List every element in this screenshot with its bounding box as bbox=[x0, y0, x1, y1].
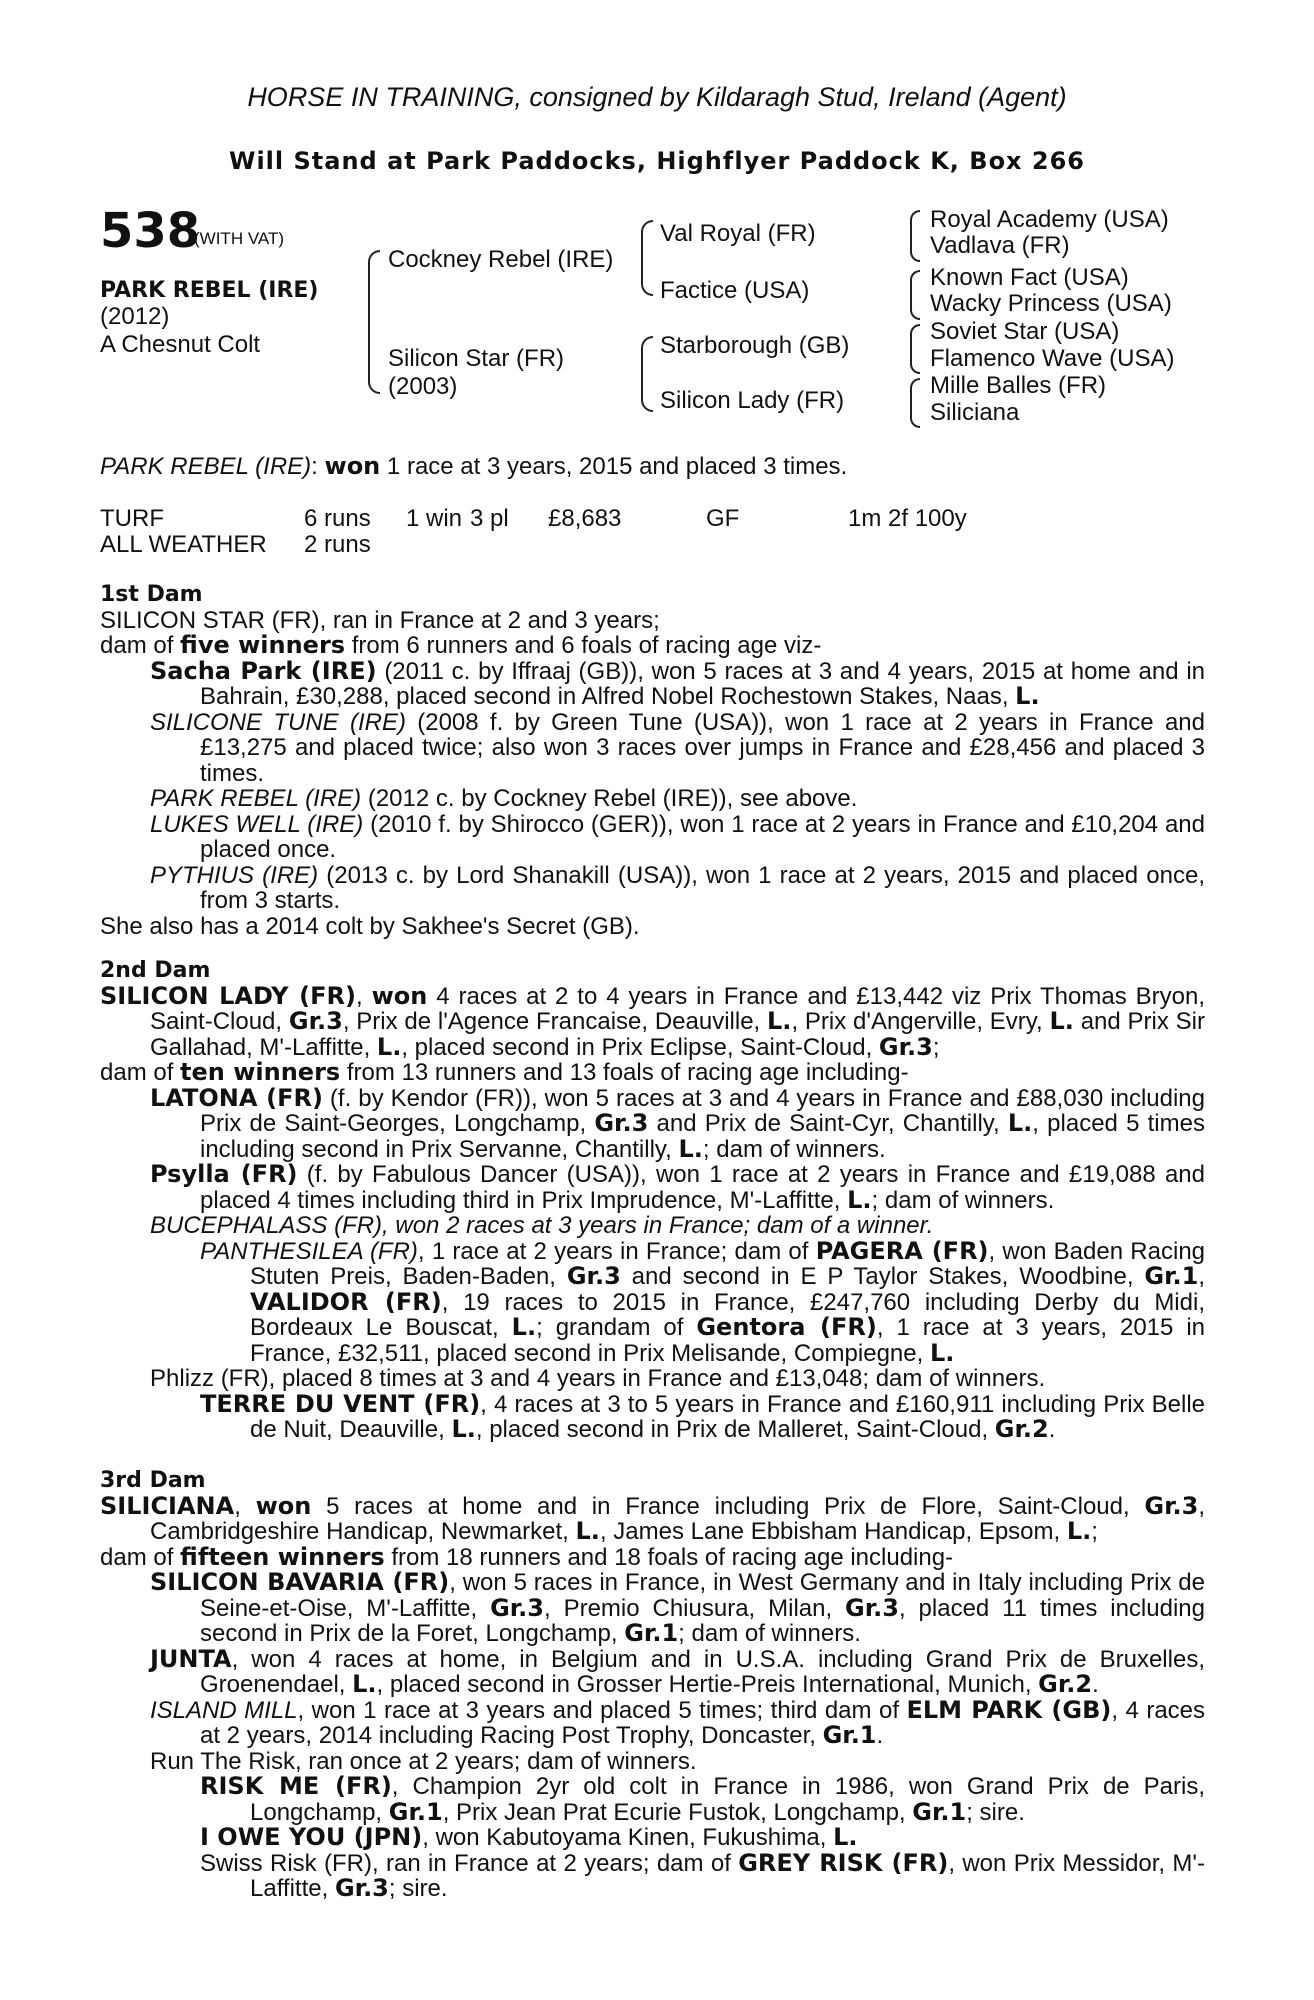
third-dam-heading: 3rd Dam bbox=[100, 1468, 206, 1493]
dam-sire: Starborough (GB) bbox=[660, 332, 850, 359]
produce-entry: ISLAND MILL, won 1 race at 3 years and placed 5 times; third dam of ELM PARK (GB), 4 races at 2 years, 2014 including Racing Post Trophy, Doncaster, Gr.1. bbox=[150, 1695, 1206, 1749]
page-title: HORSE IN TRAINING, consigned by Kildaragh Stud, Ireland (Agent) bbox=[247, 82, 1067, 112]
second-dam-section bbox=[100, 958, 1205, 1443]
gen3-4: Wacky Princess (USA) bbox=[930, 290, 1172, 317]
turf-prize-money: £8,683 bbox=[548, 505, 622, 532]
produce-entry: Sacha Park (IRE) (2011 c. by Iffraaj (GB)), won 5 races at 3 and 4 years, 2015 at home and in Bahrain, £30,288, placed second in Alfred Nobel Rochestown Stakes, Naas, L. bbox=[150, 656, 1205, 710]
produce-entry: TERRE DU VENT (FR), 4 races at 3 to 5 years in France and £160,911 including Prix Belle de Nuit, Deauville, L., placed second in Prix de Malleret, Saint-Cloud, Gr.2. bbox=[200, 1389, 1206, 1443]
pedigree-brace bbox=[368, 250, 380, 394]
horse-name: PARK REBEL (IRE) bbox=[100, 278, 319, 303]
turf-runs: 6 runs bbox=[304, 505, 371, 532]
pedigree-brace bbox=[910, 378, 920, 428]
vat-note: (WITH VAT) bbox=[194, 229, 285, 248]
pedigree-brace bbox=[641, 336, 653, 412]
turf-going: GF bbox=[706, 505, 740, 532]
third-dam-section bbox=[100, 1468, 1205, 1902]
gen3-1: Royal Academy (USA) bbox=[930, 206, 1169, 233]
summary-horse: PARK REBEL (IRE) bbox=[100, 453, 312, 480]
third-dam-record: SILICIANA, won 5 races at home and in France including Prix de Flore, Saint-Cloud, Gr.3, Cambridgeshire Handicap, Newmarket, L., James Lane Ebbisham Handicap, Epsom, L.; bbox=[100, 1491, 1205, 1545]
sire-dam: Factice (USA) bbox=[660, 277, 810, 304]
produce-entry: Phlizz (FR), placed 8 times at 3 and 4 years in France and £13,048; dam of winners. bbox=[150, 1365, 1046, 1392]
summary-won: won bbox=[324, 452, 381, 480]
turf-label: TURF bbox=[100, 505, 164, 532]
second-dam-produce-line: dam of ten winners from 13 runners and 13 foals of racing age including- bbox=[100, 1058, 909, 1086]
sire-sire: Val Royal (FR) bbox=[660, 220, 816, 247]
second-dam-record: SILICON LADY (FR), won 4 races at 2 to 4 years in France and £13,442 viz Prix Thomas Bryon, Saint-Cloud, Gr.3, Prix de l'Agence Francaise, Deauville, L., Prix d'Angerville, Evry, L. and Prix Sir Gallahad, M'-Laffitte, L., placed second in Prix Eclipse, Saint-Cloud, Gr.3; bbox=[100, 981, 1205, 1061]
gen3-2: Vadlava (FR) bbox=[930, 232, 1070, 259]
gen3-3: Known Fact (USA) bbox=[930, 264, 1129, 291]
produce-entry: RISK ME (FR), Champion 2yr old colt in France in 1986, won Grand Prix de Paris, Longchamp, Gr.1, Prix Jean Prat Ecurie Fustok, Longchamp, Gr.1; sire. bbox=[200, 1772, 1205, 1826]
pedigree-brace bbox=[910, 210, 920, 262]
produce-entry: Swiss Risk (FR), ran in France at 2 years; dam of GREY RISK (FR), won Prix Messidor, M'-Laffitte, Gr.3; sire. bbox=[200, 1848, 1206, 1902]
horse-year: (2012) bbox=[100, 303, 170, 330]
first-dam-produce-line: dam of five winners from 6 runners and 6 foals of racing age viz- bbox=[100, 631, 822, 659]
produce-entry: JUNTA, won 4 races at home, in Belgium and in U.S.A. including Grand Prix de Bruxelles, Groenendael, L., placed second in Grosser Hertie-Preis International, Munich, Gr.2. bbox=[150, 1644, 1205, 1698]
summary-rest: 1 race at 3 years, 2015 and placed 3 times. bbox=[380, 453, 848, 480]
race-summary: PARK REBEL (IRE): won 1 race at 3 years, 2015 and placed 3 times. bbox=[100, 452, 848, 480]
stand-location: Will Stand at Park Paddocks, Highflyer Paddock K, Box 266 bbox=[228, 147, 1085, 175]
horse-description: A Chesnut Colt bbox=[100, 331, 261, 358]
first-dam-line: SILICON STAR (FR), ran in France at 2 and 3 years; bbox=[100, 606, 660, 634]
produce-entry: PANTHESILEA (FR), 1 race at 2 years in France; dam of PAGERA (FR), won Baden Racing Stuten Preis, Baden-Baden, Gr.3 and second in E P Taylor Stakes, Woodbine, Gr.1, VALIDOR (FR), 19 races to 2015 in France, £247,760 including Derby du Midi, Bordeaux Le Bouscat, L.; grandam of Gentora (FR), 1 race at 3 years, 2015 in France, £32,511, placed second in Prix Melisande, Compiegne, L. bbox=[200, 1236, 1206, 1367]
first-dam-heading: 1st Dam bbox=[100, 582, 203, 607]
produce-entry: Psylla (FR) (f. by Fabulous Dancer (USA)), won 1 race at 2 years in France and £19,088 and placed 4 times including third in Prix Imprudence, M'-Laffitte, L.; dam of winners. bbox=[150, 1160, 1206, 1214]
produce-entry: PYTHIUS (IRE) (2013 c. by Lord Shanakill (USA)), won 1 race at 2 years, 2015 and placed once, from 3 starts. bbox=[150, 861, 1205, 914]
produce-entry: I OWE YOU (JPN), won Kabutoyama Kinen, Fukushima, L. bbox=[200, 1823, 858, 1851]
produce-entry: Run The Risk, ran once at 2 years; dam of winners. bbox=[150, 1747, 697, 1775]
gen3-8: Siliciana bbox=[930, 399, 1020, 426]
turf-distance: 1m 2f 100y bbox=[848, 505, 967, 532]
pedigree-brace bbox=[641, 220, 653, 296]
produce-entry: SILICON BAVARIA (FR), won 5 races in France, in West Germany and in Italy including Prix de Seine-et-Oise, M'-Laffitte, Gr.3, Premio Chiusura, Milan, Gr.3, placed 11 times including second in Prix de la Foret, Longchamp, Gr.1; dam of winners. bbox=[150, 1568, 1206, 1647]
sire: Cockney Rebel (IRE) bbox=[388, 246, 614, 273]
dam: Silicon Star (FR) bbox=[388, 345, 565, 372]
produce-entry: BUCEPHALASS (FR), won 2 races at 3 years in France; dam of a winner. bbox=[150, 1212, 934, 1239]
produce-entry: PARK REBEL (IRE) (2012 c. by Cockney Rebel (IRE)), see above. bbox=[150, 785, 858, 812]
lot-number: 538 bbox=[100, 203, 201, 259]
turf-wins: 1 win bbox=[406, 505, 463, 532]
dam-year: (2003) bbox=[388, 373, 458, 400]
first-dam-note: She also has a 2014 colt by Sakhee's Secret (GB). bbox=[100, 912, 640, 940]
turf-places: 3 pl bbox=[470, 505, 509, 532]
first-dam-section bbox=[100, 582, 1205, 939]
third-dam-produce-line: dam of fifteen winners from 18 runners and 18 foals of racing age including- bbox=[100, 1542, 954, 1571]
gen3-5: Soviet Star (USA) bbox=[930, 318, 1120, 345]
second-dam-heading: 2nd Dam bbox=[100, 958, 211, 983]
aw-label: ALL WEATHER bbox=[100, 531, 267, 558]
produce-entry: LATONA (FR) (f. by Kendor (FR)), won 5 races at 3 and 4 years in France and £88,030 including Prix de Saint-Georges, Longchamp, Gr.3 and Prix de Saint-Cyr, Chantilly, L., placed 5 times including second in Prix Servanne, Chantilly, L.; dam of winners. bbox=[150, 1083, 1205, 1163]
aw-runs: 2 runs bbox=[304, 531, 371, 558]
dam-dam: Silicon Lady (FR) bbox=[660, 387, 845, 414]
produce-entry: LUKES WELL (IRE) (2010 f. by Shirocco (GER)), won 1 race at 2 years in France and £10,204 and placed once. bbox=[150, 810, 1206, 863]
produce-entry: SILICONE TUNE (IRE) (2008 f. by Green Tune (USA)), won 1 race at 2 years in France and £13,275 and placed twice; also won 3 races over jumps in France and £28,456 and placed 3 times. bbox=[150, 708, 1205, 787]
gen3-7: Mille Balles (FR) bbox=[930, 372, 1107, 399]
pedigree-brace bbox=[910, 324, 920, 374]
pedigree-brace bbox=[910, 270, 920, 320]
gen3-6: Flamenco Wave (USA) bbox=[930, 345, 1175, 372]
